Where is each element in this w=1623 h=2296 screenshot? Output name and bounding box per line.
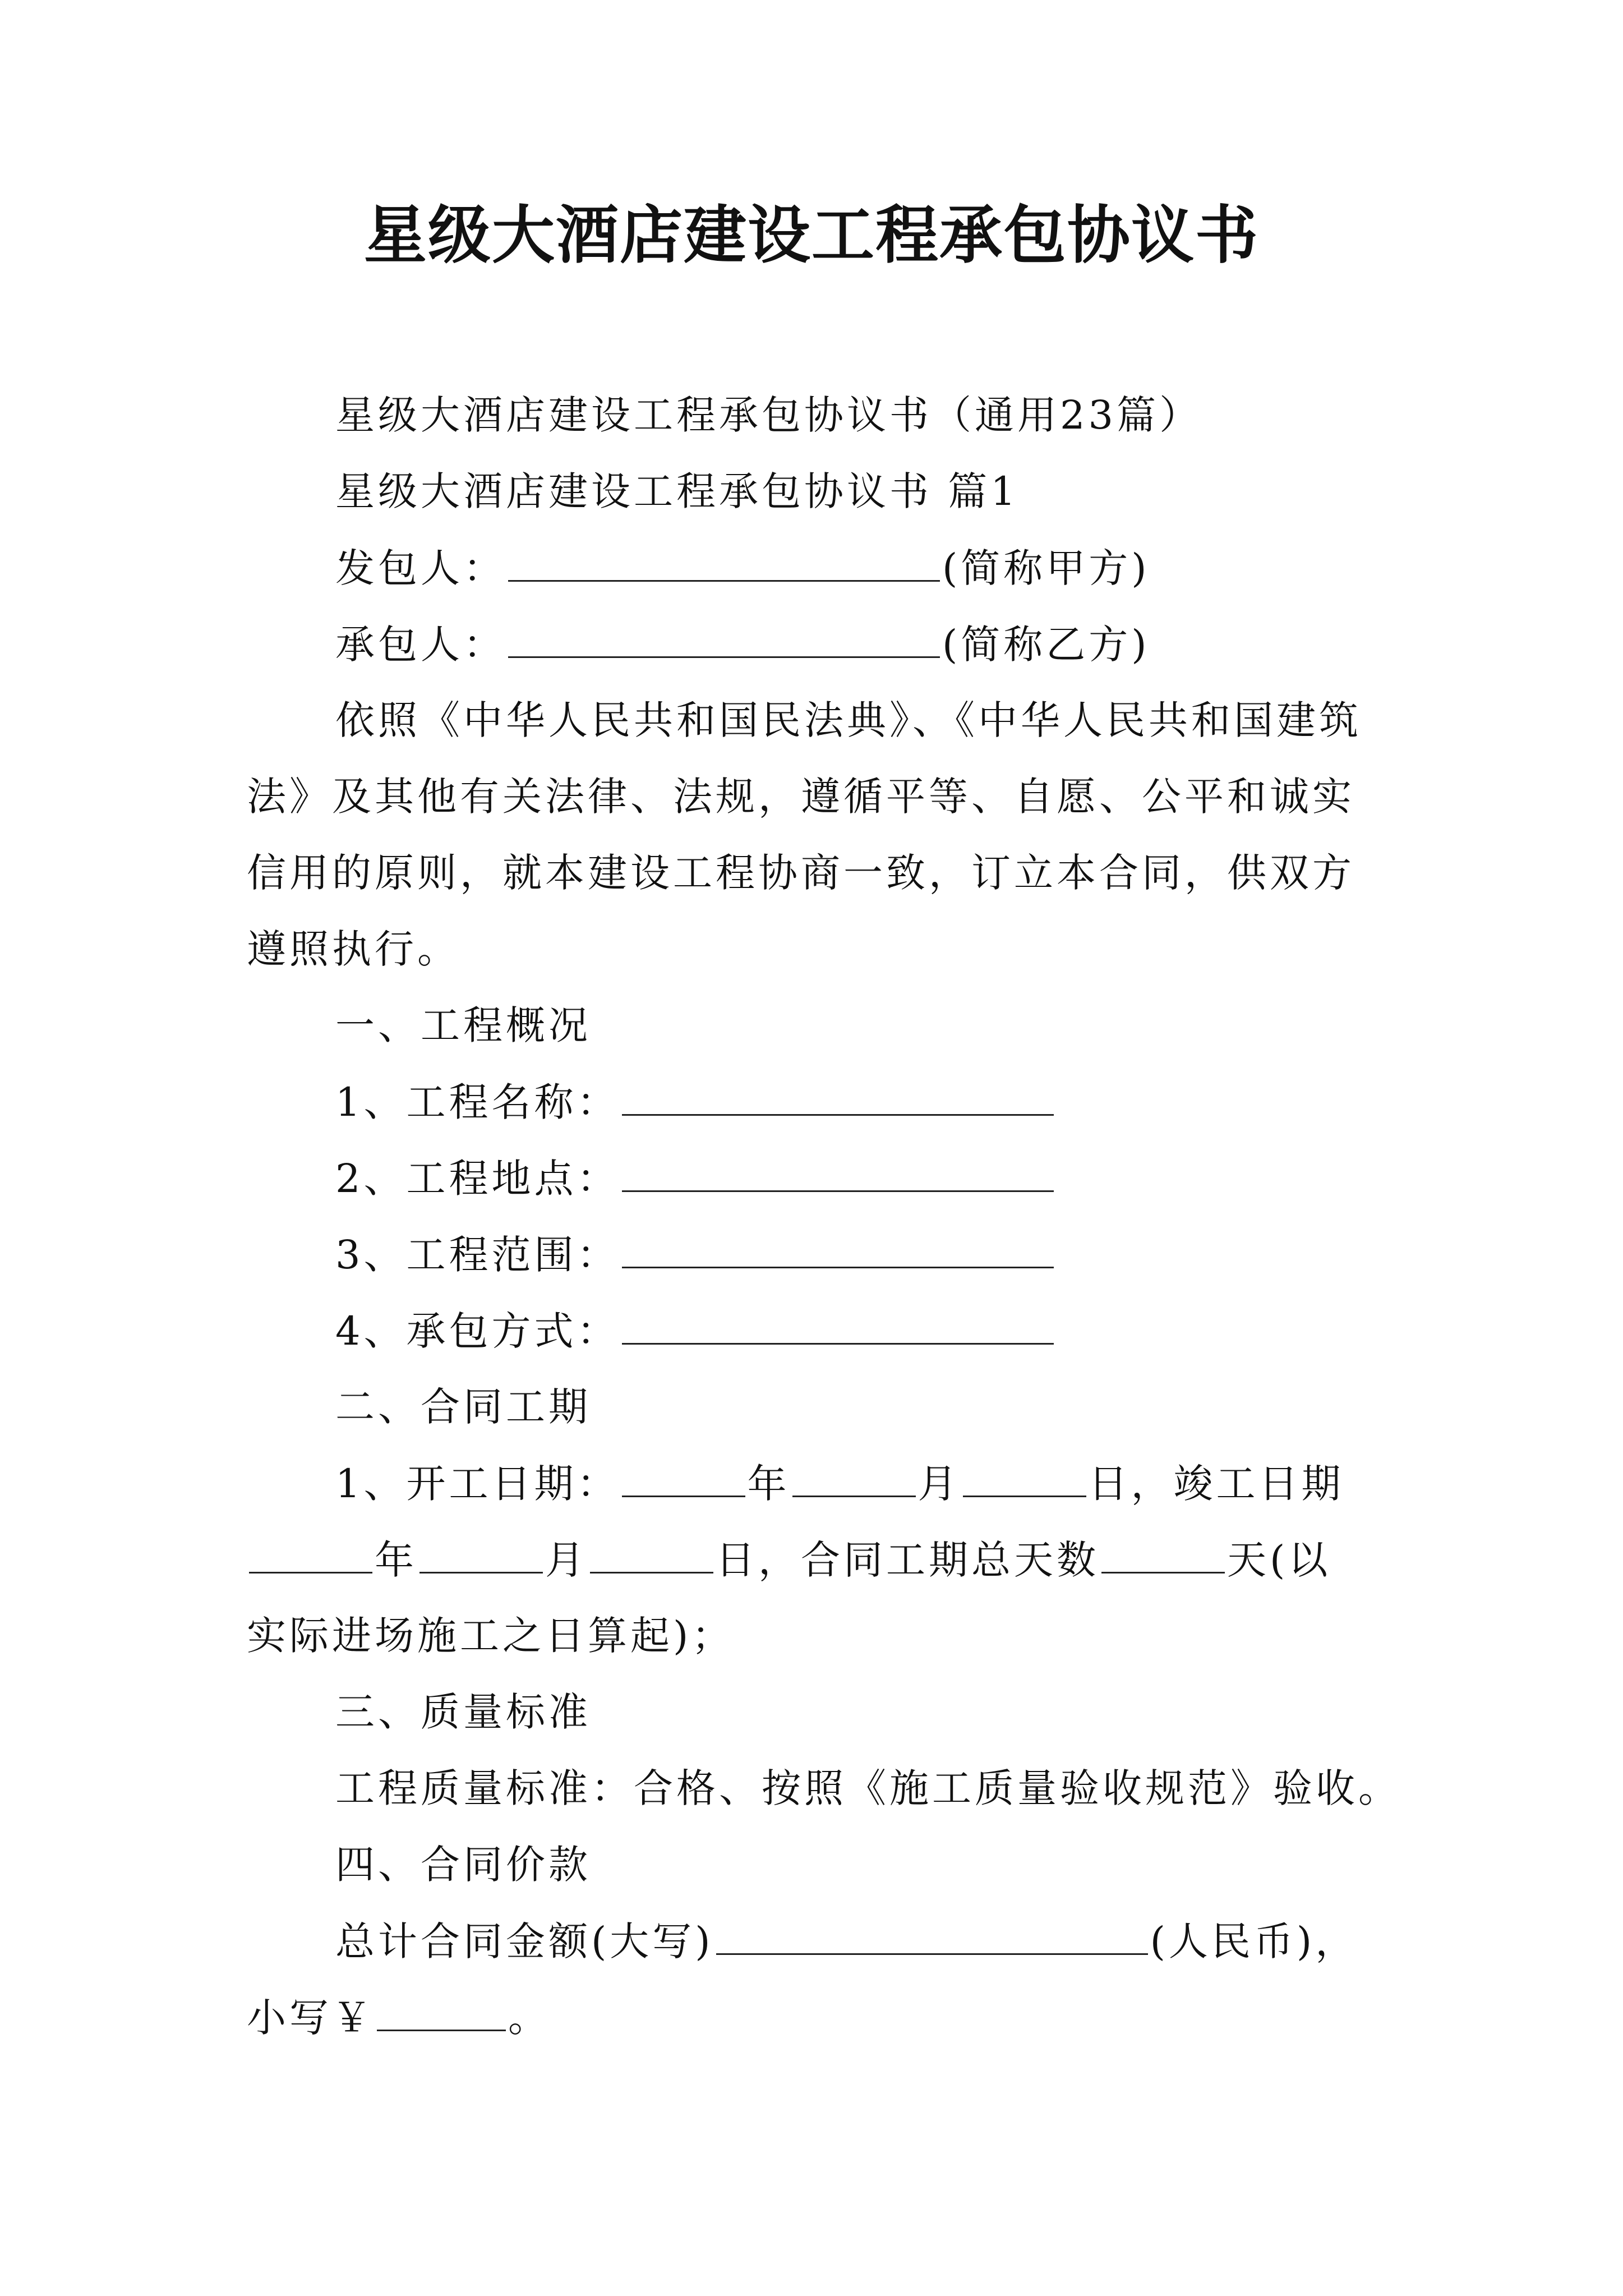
contract-method-blank	[622, 1303, 1054, 1345]
start-year-blank	[622, 1455, 745, 1497]
issuer-suffix: (简称甲方)	[942, 545, 1150, 591]
article-heading: 星级大酒店建设工程承包协议书 篇1	[335, 468, 1019, 514]
small-amount-suffix: 。	[508, 1995, 551, 2041]
start-date-label: 1、开工日期：	[335, 1461, 620, 1507]
duration-note-line: 实际进场施工之日算起)；	[247, 1613, 735, 1659]
preamble-line-4: 遵照执行。	[247, 926, 460, 972]
quality-standard-line: 工程质量标准：合格、按照《施工质量验收规范》验收。	[335, 1765, 1401, 1811]
preamble-line-3: 信用的原则，就本建设工程协商一致，订立本合同，供双方	[247, 850, 1355, 896]
small-amount-blank	[377, 1989, 506, 2031]
start-month-blank	[792, 1455, 916, 1497]
project-name-blank	[622, 1074, 1054, 1116]
start-year-unit: 年	[747, 1461, 790, 1507]
small-amount-line	[247, 1989, 551, 2046]
section-2-heading: 二、合同工期	[335, 1384, 591, 1430]
issuer-blank	[508, 540, 940, 582]
contractor-label: 承包人：	[335, 622, 506, 668]
project-location-blank	[622, 1150, 1054, 1192]
start-date-line	[335, 1455, 1344, 1512]
contract-amount-suffix: (人民币)，	[1150, 1918, 1358, 1964]
end-day-blank	[590, 1531, 713, 1573]
contractor-suffix: (简称乙方)	[942, 622, 1150, 668]
total-days-blank	[1101, 1531, 1225, 1573]
section-4-heading: 四、合同价款	[335, 1842, 591, 1888]
project-scope-blank	[622, 1226, 1054, 1268]
project-name-line	[335, 1074, 1056, 1130]
section-3-heading: 三、质量标准	[335, 1689, 591, 1735]
end-year-unit: 年	[375, 1537, 417, 1583]
small-amount-label: 小写￥	[247, 1995, 375, 2041]
subtitle: 星级大酒店建设工程承包协议书（通用23篇）	[335, 392, 1202, 438]
end-date-line	[247, 1531, 1331, 1588]
document-title: 星级大酒店建设工程承包协议书	[364, 199, 1259, 272]
preamble-line-2: 法》及其他有关法律、法规，遵循平等、自愿、公平和诚实	[247, 774, 1355, 820]
project-location-line	[335, 1150, 1056, 1207]
issuer-line	[335, 540, 1150, 596]
start-day-blank	[963, 1455, 1086, 1497]
section-1-heading: 一、工程概况	[335, 1002, 591, 1048]
start-day-unit: 日，竣工日期	[1088, 1461, 1344, 1507]
project-scope-line	[335, 1226, 1056, 1283]
end-day-unit: 日，合同工期总天数	[716, 1537, 1099, 1583]
contract-amount-line	[335, 1913, 1358, 1970]
preamble-line-1: 依照《中华人民共和国民法典》、《中华人民共和国建筑	[335, 697, 1362, 743]
project-scope-label: 3、工程范围：	[335, 1232, 620, 1278]
issuer-label: 发包人：	[335, 545, 506, 591]
contractor-line	[335, 616, 1150, 673]
end-month-blank	[419, 1531, 543, 1573]
contractor-blank	[508, 616, 940, 658]
contract-method-label: 4、承包方式：	[335, 1308, 620, 1354]
end-year-blank	[249, 1531, 372, 1573]
project-location-label: 2、工程地点：	[335, 1156, 620, 1202]
total-days-unit: 天(以	[1227, 1537, 1331, 1583]
end-month-unit: 月	[545, 1537, 588, 1583]
start-month-unit: 月	[917, 1461, 961, 1507]
contract-amount-blank	[716, 1913, 1148, 1955]
contract-amount-label: 总计合同金额(大写)	[335, 1918, 714, 1964]
project-name-label: 1、工程名称：	[335, 1079, 620, 1125]
contract-method-line	[335, 1303, 1056, 1359]
